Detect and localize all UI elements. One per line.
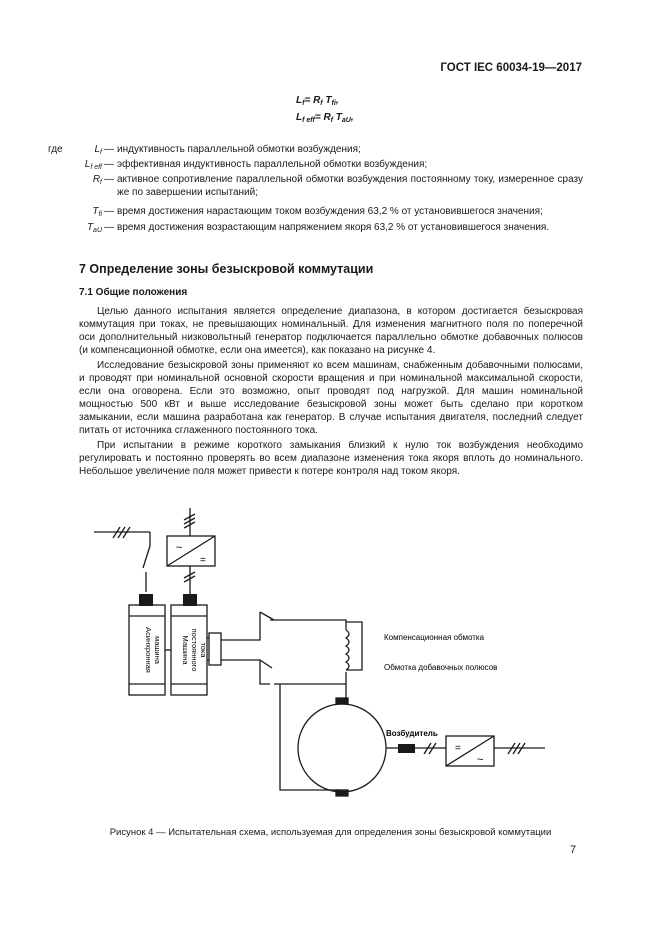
body-paragraph: Целью данного испытания является определение диапазона, в котором достигается безыскровая коммутация при токах, не превышающих номинальный. Для изменения магнитного поля по поперечной оси дополнительный низковольтный генератор подключается параллельно обмотке добавочных полюсов (и компенсационной обмотке, если она имеется), как показано на рисунке 4. xyxy=(79,306,583,356)
definition-row: $R_f$ — активное сопротивление параллельной обмотки возбуждения постоянному току, измеренное сразу же по завершении испытаний; xyxy=(48,173,583,201)
where-label: где xyxy=(48,144,63,155)
svg-text:Машина: Машина xyxy=(181,635,190,665)
body-paragraph: При испытании в режиме короткого замыкания близкий к нулю ток возбуждения необходимо регулировать и постоянно проверять во всем диапазоне изменения тока якоря вплоть до номинального. Небольшое увеличение поля может привести к потере контроля над током якоря. xyxy=(79,440,583,477)
body-paragraph: Исследование безыскровой зоны применяют ко всем машинам, снабженным добавочными полюсами, и проводят при номинальной основной скорости вращения и при номинальной максимальной скорости, если она оговорена. Если это возможно, опыт проводят под нагрузкой. Для машин номинальной мощностью 500 кВт и выше исследование безыскровой зоны может быть сделано при коротком замыкании, если машина разработана как генератор. В случае испытания двигателя, последний следует питать от источника сглаженного постоянного тока. xyxy=(79,360,583,436)
definition-symbol: $T_{fi}$ xyxy=(92,206,102,218)
definition-symbol: $L_{f eff}$ xyxy=(84,159,102,171)
definition-symbol: $L_f$ xyxy=(94,144,102,156)
dc-symbol: = xyxy=(200,555,206,566)
definition-text: индуктивность параллельной обмотки возбуждения; xyxy=(117,144,361,155)
test-circuit-diagram xyxy=(0,495,661,815)
exciter-label: Возбудитель xyxy=(386,729,438,738)
definition-text: время достижения возрастающим напряжением якоря 63,2 % от установившегося значения. xyxy=(117,222,550,233)
svg-text:тока: тока xyxy=(199,642,208,658)
ac-symbol: ~ xyxy=(176,542,183,554)
dc-symbol: = xyxy=(455,743,461,754)
formula-lfeff: $L_{f eff}= R_f$ $T_{aU}$, xyxy=(296,112,354,124)
definition-text: активное сопротивление параллельной обмотки возбуждения постоянному току, измеренное сразу же по завершении испытаний; xyxy=(117,174,583,198)
coupling-async xyxy=(139,594,153,606)
subsection-title: 7.1 Общие положения xyxy=(79,287,188,298)
definition-symbol: $R_f$ xyxy=(92,174,102,186)
page-number: 7 xyxy=(570,844,577,856)
formula-lf: $L_f= R_f$ $T_{fi}$, xyxy=(296,95,339,107)
definition-text: эффективная индуктивность параллельной обмотки возбуждения; xyxy=(117,159,428,170)
standard-designation: ГОСТ IEC 60034-19—2017 xyxy=(440,62,582,74)
interpole-winding-label: Обмотка добавочных полюсов xyxy=(384,663,498,672)
ac-symbol: ~ xyxy=(477,754,484,766)
definition-row: где $L_f$ — индуктивность параллельной обмотки возбуждения; xyxy=(48,143,583,157)
definition-row: $T_{fi}$ — время достижения нарастающим током возбуждения 63,2 % от установившегося значения; xyxy=(48,205,583,219)
definition-row: $T_{aU}$ — время достижения возрастающим напряжением якоря 63,2 % от установившегося значения. xyxy=(48,221,583,235)
svg-text:постоянного: постоянного xyxy=(190,628,199,672)
definition-symbol: $T_{aU}$ xyxy=(86,222,102,234)
definition-row: $L_{f eff}$ — эффективная индуктивность параллельной обмотки возбуждения; xyxy=(48,158,583,172)
compensation-winding-label: Компенсационная обмотка xyxy=(384,633,485,642)
svg-text:машина: машина xyxy=(153,636,162,664)
coupling-dc xyxy=(183,594,197,606)
definition-text: время достижения нарастающим током возбуждения 63,2 % от установившегося значения; xyxy=(117,206,543,217)
coupling-exciter xyxy=(398,744,415,753)
svg-text:Асинхронная: Асинхронная xyxy=(144,627,153,673)
async-machine-label xyxy=(144,627,162,673)
figure-caption: Рисунок 4 — Испытательная схема, используемая для определения зоны безыскровой коммутации xyxy=(109,827,552,838)
section-title: 7 Определение зоны безыскровой коммутации xyxy=(79,262,374,276)
dc-machine-label xyxy=(181,629,208,672)
